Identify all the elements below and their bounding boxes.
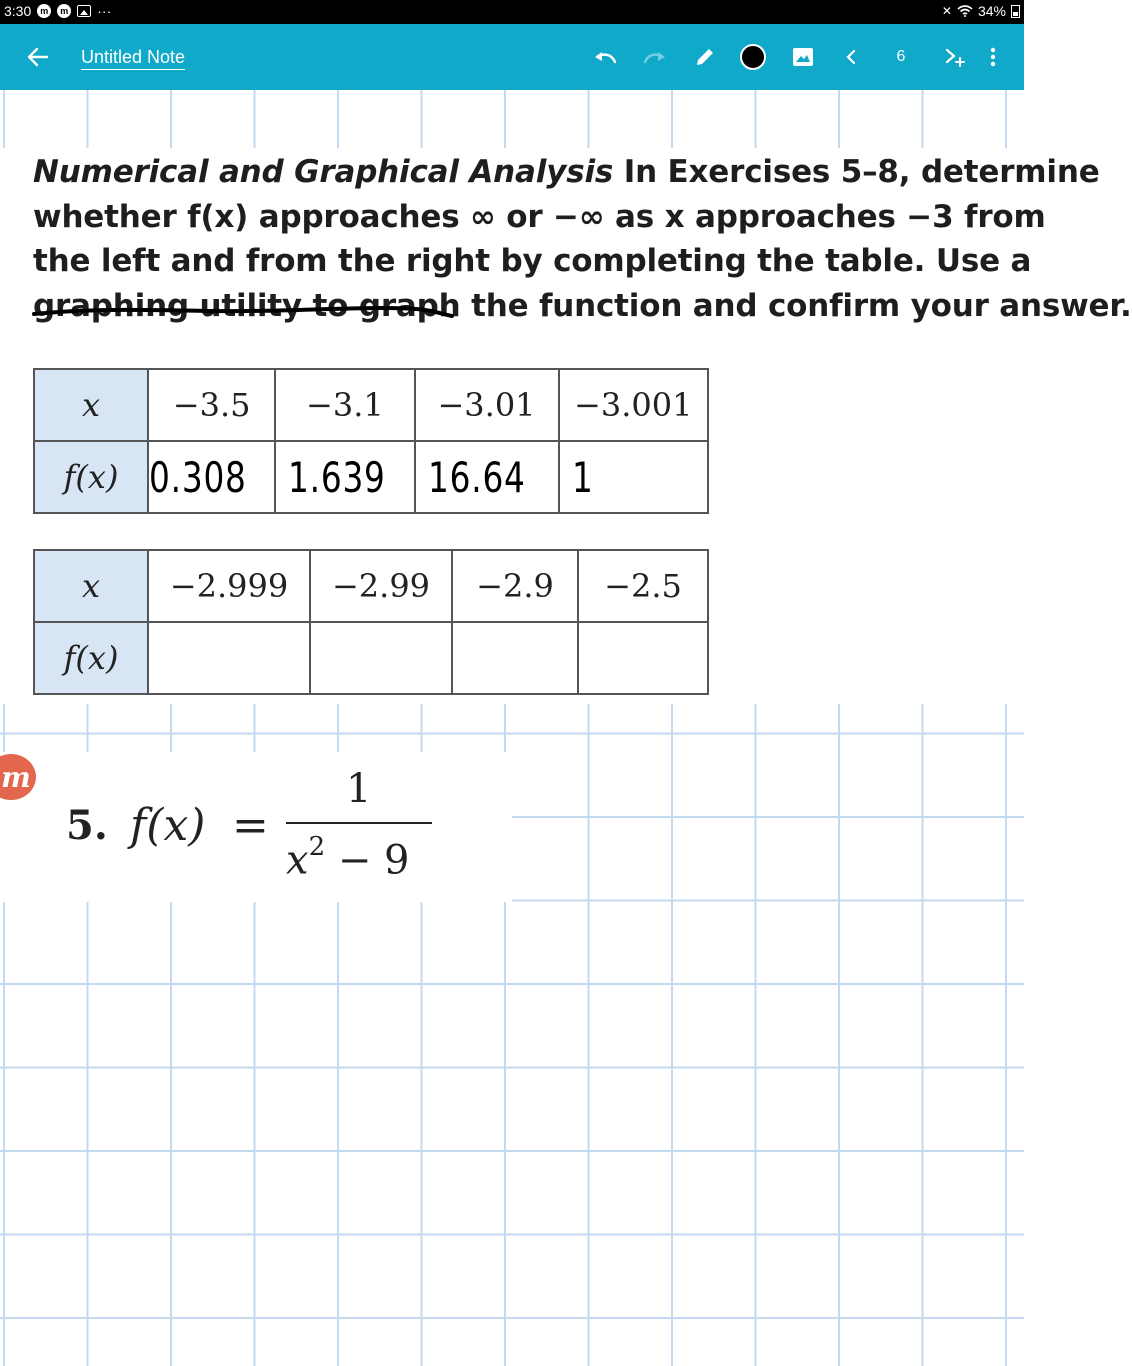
previous-page-button[interactable] [836,24,866,90]
color-picker-button[interactable] [736,24,770,90]
more-options-button[interactable] [980,24,1006,90]
fx-cell [275,441,414,513]
page-number [886,24,916,90]
mute-icon: ✕ [941,4,952,18]
handwritten-value: 16.64 [427,452,526,502]
color-dot-icon [740,44,766,70]
x-value: −2.9 [452,550,578,622]
battery-percent: 34% [977,3,1006,19]
note-title[interactable]: Untitled Note [81,46,185,70]
note-toolbar [0,24,1024,90]
denominator-rest: − 9 [325,837,410,884]
undo-icon [593,49,617,65]
problem-line-4: graphing utility to graph the function and confirm your answer. [33,287,1132,324]
status-bar [0,0,1024,24]
equals-sign: = [232,800,269,851]
redo-button[interactable] [638,24,672,90]
add-page-button[interactable] [938,24,972,90]
problem-line-2: whether f(x) approaches ∞ or −∞ as x approaches −3 from [33,198,1046,235]
x-header: x [34,550,148,622]
handwritten-value: 1 [571,452,594,502]
handwritten-value: 1.639 [288,452,386,502]
table-row [34,622,708,694]
x-value: −2.99 [310,550,452,622]
wifi-icon [957,5,973,17]
pen-icon [694,46,716,68]
redo-icon [643,49,667,65]
fx-cell [452,622,578,694]
fraction-numerator: 1 [346,766,372,812]
exercise-5 [0,752,512,902]
x-value: −3.001 [559,369,709,441]
table-row [34,441,708,513]
function-name: f(x) [130,800,206,851]
logo-letter: m [1,760,31,794]
fx-cell [578,622,708,694]
table-row [34,550,708,622]
image-icon [793,48,813,66]
problem-line-1 [33,150,1100,195]
fx-cell [148,441,275,513]
table-row [34,369,708,441]
denominator-exponent: 2 [308,832,326,862]
more-notifications: ··· [97,3,112,19]
x-header: x [34,369,148,441]
problem-line-3: the left and from the right by completing the table. Use a [33,243,1032,279]
undo-button[interactable] [588,24,622,90]
fx-cell [310,622,452,694]
insert-image-button[interactable] [786,24,820,90]
battery-icon [1011,5,1020,18]
gallery-icon [77,5,91,17]
x-value: −2.999 [148,550,310,622]
denominator-variable: x [286,837,309,884]
app-logo-bubble[interactable] [0,754,36,800]
exercise-number: 5. [66,802,108,849]
more-vert-icon [990,47,996,67]
fx-cell [148,622,310,694]
x-value: −3.1 [275,369,414,441]
x-value: −3.5 [148,369,275,441]
problem-line-1-rest: In Exercises 5–8, determine [623,154,1100,190]
fx-cell [415,441,559,513]
x-value: −2.5 [578,550,708,622]
back-button[interactable] [18,24,58,90]
fx-header: f(x) [34,622,148,694]
ink-strikethrough [32,300,462,324]
fx-cell [559,441,709,513]
section-heading: Numerical and Graphical Analysis [33,154,614,190]
value-table-right [33,549,709,695]
prev-page-icon [846,49,856,65]
back-arrow-icon [27,47,49,67]
messenger-icon: m [57,4,71,18]
value-table-left [33,368,709,514]
fx-header: f(x) [34,441,148,513]
page-number-label: 6 [896,48,906,65]
x-value: −3.01 [415,369,559,441]
pen-tool-button[interactable] [688,24,722,90]
messenger-icon: m [37,4,51,18]
fraction-denominator [286,832,410,884]
status-time: 3:30 [4,3,32,19]
fraction-bar [286,822,432,824]
handwritten-value: 0.308 [149,452,247,502]
add-page-icon [944,47,966,67]
